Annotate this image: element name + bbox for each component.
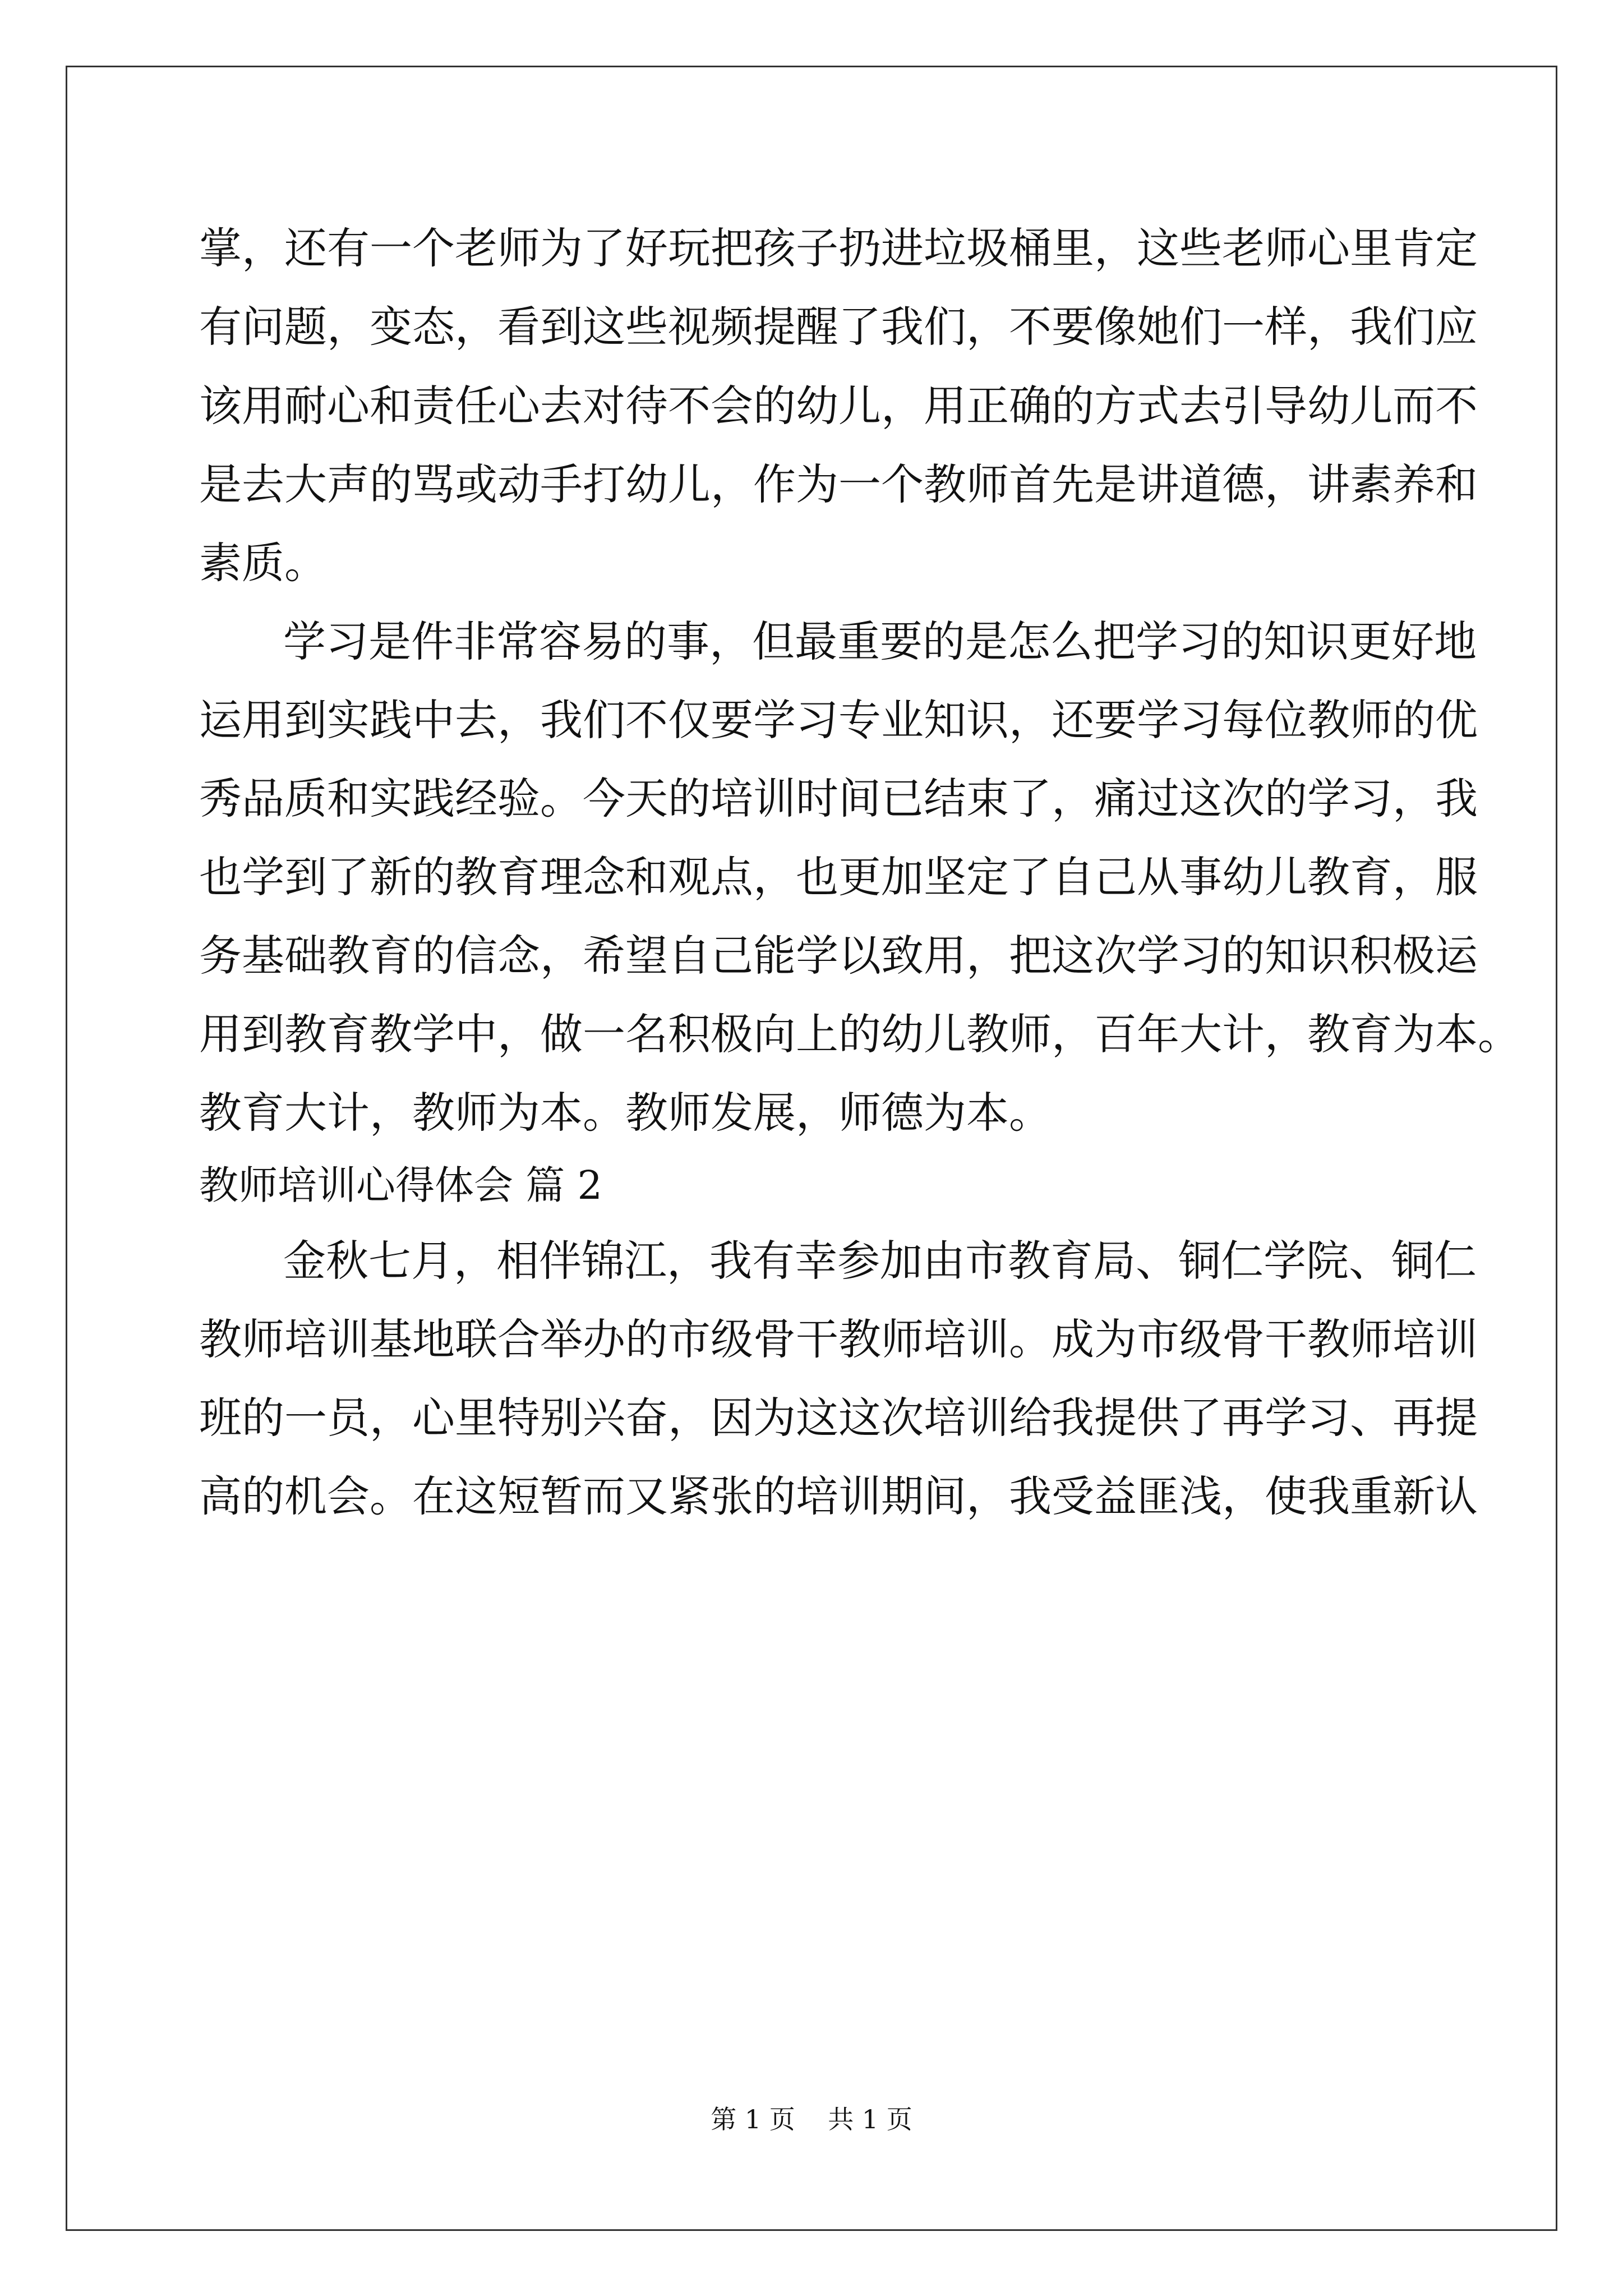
paragraph-3-line-2: 教师培训基地联合举办的市级骨干教师培训。成为市级骨干教师培训: [199, 1314, 1478, 1364]
paragraph-2-line-3: 秀品质和实践经验。今天的培训时间已结束了，痛过这次的学习，我: [199, 774, 1478, 823]
paragraph-1-line-1: 掌，还有一个老师为了好玩把孩子扔进垃圾桶里，这些老师心里肯定: [199, 223, 1478, 273]
paragraph-1-line-5: 素质。: [199, 538, 327, 588]
paragraph-2-line-4: 也学到了新的教育理念和观点，也更加坚定了自己从事幼儿教育，服: [199, 852, 1478, 902]
paragraph-1-line-2: 有问题，变态，看到这些视频提醒了我们，不要像她们一样，我们应: [199, 302, 1478, 352]
section-heading: 教师培训心得体会 篇 2: [199, 1162, 603, 1208]
paragraph-2-line-6: 用到教育教学中，做一名积极向上的幼儿教师，百年大计，教育为本。: [199, 1009, 1520, 1059]
paragraph-1-line-4: 是去大声的骂或动手打幼儿，作为一个教师首先是讲道德，讲素养和: [199, 459, 1478, 509]
paragraph-2-line-7: 教育大计，教师为本。教师发展，师德为本。: [199, 1088, 1052, 1138]
paragraph-3-line-3: 班的一员，心里特别兴奋，因为这这次培训给我提供了再学习、再提: [199, 1393, 1478, 1443]
paragraph-2-line-5: 务基础教育的信念，希望自己能学以致用，把这次学习的知识积极运: [199, 931, 1478, 981]
paragraph-2-line-2: 运用到实践中去，我们不仅要学习专业知识，还要学习每位教师的优: [199, 695, 1478, 745]
page-number-footer: 第 1 页 共 1 页: [711, 2104, 912, 2134]
paragraph-2-line-1: 学习是件非常容易的事，但最重要的是怎么把学习的知识更好地: [283, 616, 1477, 666]
paragraph-3-line-4: 高的机会。在这短暂而又紧张的培训期间，我受益匪浅，使我重新认: [199, 1471, 1478, 1521]
paragraph-3-line-1: 金秋七月，相伴锦江，我有幸参加由市教育局、铜仁学院、铜仁: [283, 1236, 1477, 1286]
paragraph-1-line-3: 该用耐心和责任心去对待不会的幼儿，用正确的方式去引导幼儿而不: [199, 381, 1478, 431]
